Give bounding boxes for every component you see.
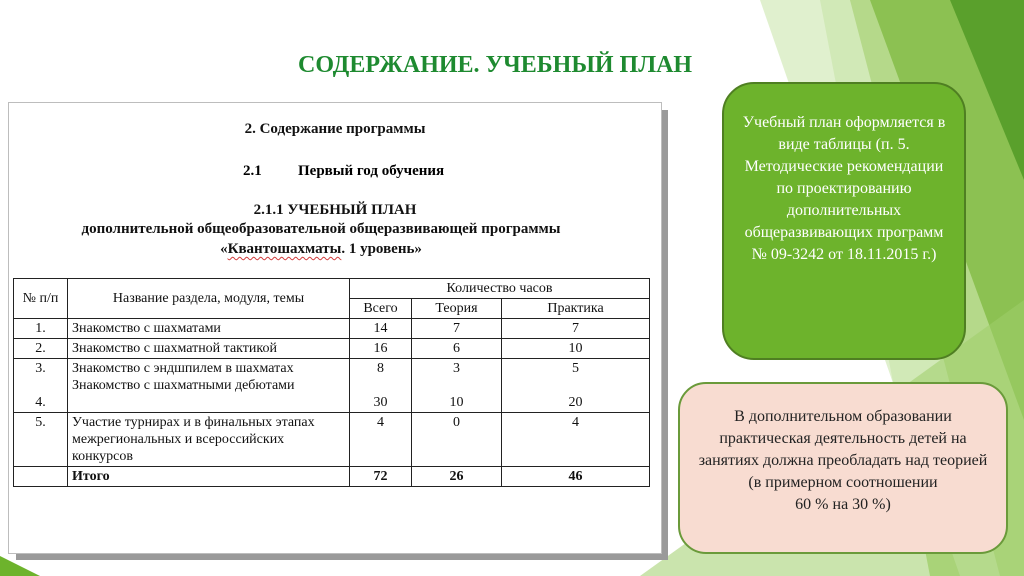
plan-heading: 2.1.1 УЧЕБНЫЙ ПЛАН [253,202,417,218]
subsection-number: 2.1 [243,163,262,179]
curriculum-table [13,278,650,487]
table-row: 2. Знакомство с шахматной тактикой 16 6 10 [14,339,650,359]
pink-callout [678,382,1008,554]
header-theory: Теория [412,299,502,319]
table-total-row: Итого 72 26 46 [14,467,650,487]
header-practice: Практика [502,299,650,319]
green-callout-text: Учебный план оформляется в виде таблицы (п. 5. Методические рекомендации по проектированию дополнительных общеразвивающих программ № 09-3242 от 18.11.2015 г.) [742,114,946,263]
section-heading: 2. Содержание программы [244,121,426,137]
table-header-row [14,279,650,299]
program-name-underlined: Квантошахматы [227,241,342,257]
table-row: 1. Знакомство с шахматами 14 7 7 [14,319,650,339]
document-scan [8,102,662,554]
program-name: «Квантошахматы. 1 уровень» [220,241,422,257]
table-row: 5. Участие турнирах и в финальных этапах межрегиональных и всероссийских конкурсов 4 0 4 [14,413,650,467]
header-hours: Количество часов [350,279,650,299]
table-row: 3. 4. Знакомство с эндшпилем в шахматах Знакомство с шахматными дебютами 8 30 3 10 5 20 [14,359,650,413]
green-callout [722,82,966,360]
header-total: Всего [350,299,412,319]
subsection-title: Первый год обучения [298,163,445,179]
program-line: дополнительной общеобразовательной общеразвивающей программы [81,221,561,237]
pink-callout-main: В дополнительном образовании практическая деятельность детей на занятиях должна преобладать над теорией [698,408,988,469]
pink-callout-values: 60 % на 30 %) [795,496,891,513]
slide-title: СОДЕРЖАНИЕ. УЧЕБНЫЙ ПЛАН [298,52,693,78]
header-num: № п/п [14,279,68,319]
pink-callout-ratio: (в примерном соотношении [748,474,938,491]
header-name: Название раздела, модуля, темы [68,279,350,319]
